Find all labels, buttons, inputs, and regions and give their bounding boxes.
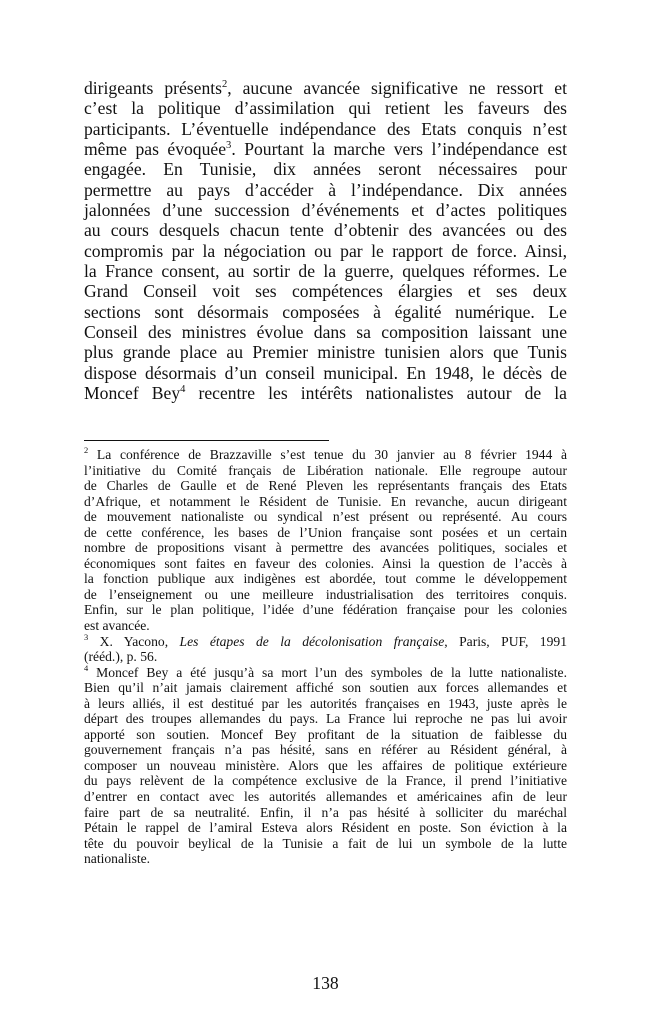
body-line: la France consent, au sortir de la guerre, quelques réformes. Le <box>84 261 567 282</box>
footnote-line: gouvernement français n’a pas hésité, sans en référer au Résident général, à <box>84 742 567 758</box>
text-span: La conférence de Brazzaville s’est tenue du 30 janvier au 8 février 1944 à <box>88 447 567 462</box>
citation-title: Les étapes de la décolonisation française <box>179 633 445 649</box>
text-span: Moncef Bey <box>84 383 181 404</box>
body-line: au cours desquels chacun tente d’obtenir des avancées ou des <box>84 220 567 241</box>
page-number: 138 <box>312 973 339 993</box>
footnote-line: tête du pouvoir beylical de la Tunisie a fait de lui un symbole de la lutte <box>84 835 567 851</box>
citation-author: X. Yacono, <box>88 633 180 649</box>
body-line: engagée. En Tunisie, dix années seront nécessaires pour <box>84 159 567 180</box>
footnote-ref-4[interactable]: 4 <box>180 384 186 396</box>
body-line: plus grande place au Premier ministre tunisien alors que Tunis <box>84 342 567 363</box>
body-line <box>84 139 567 159</box>
footnote-2 <box>84 447 567 634</box>
footnotes <box>84 447 567 867</box>
body-line: jalonnées d’une succession d’événements et d’actes politiques <box>84 200 567 221</box>
footnote-line: à leurs alliés, il est destitué par les autorités françaises en 1943, juste après le <box>84 695 567 711</box>
text-span: même pas évoquée <box>84 139 227 160</box>
footnote-line: apporté son soutien. Moncef Bey profitant de la situation de faiblesse du <box>84 726 567 742</box>
footnote-line: du pays relèvent de la compétence exclusive de la France, il prend l’initiative <box>84 773 567 789</box>
footnote-line: nationaliste. <box>84 851 151 867</box>
footnote-3 <box>84 631 567 665</box>
footnote-line: économiques sont faites en faveur des colonies. Ainsi la question de l’accès à <box>84 555 567 571</box>
body-line: sections sont désormais composées à égalité numérique. Le <box>84 301 567 322</box>
footnote-number: 3 <box>84 631 89 642</box>
footnote-line: de mouvement nationaliste ou syndical n’est présent ou représenté. Au cours <box>84 509 567 525</box>
text-span: Moncef Bey a été jusqu’à sa mort l’un des symboles de la lutte nationaliste. <box>88 664 567 680</box>
footnote-line: Bien qu’il n’ait jamais clairement affiché son soutien aux forces allemandes et <box>84 680 567 696</box>
footnote-line: d’entrer en contact avec les autorités allemandes et américaines afin de leur <box>84 789 567 805</box>
body-line: participants. L’éventuelle indépendance des Etats conquis n’est <box>84 118 567 139</box>
footnote-line: l’initiative du Comité français de Libération nationale. Elle regroupe autour <box>84 462 567 478</box>
main-paragraph <box>84 78 567 404</box>
body-line: permettre au pays d’accéder à l’indépendance. Dix années <box>84 179 567 200</box>
body-line <box>84 383 567 403</box>
footnote-number: 4 <box>84 662 89 673</box>
footnote-line: départ des troupes allemandes du pays. La France lui reproche ne pas lui avoir <box>84 711 567 727</box>
footnote-ref-3[interactable]: 3 <box>226 140 232 152</box>
body-line: dispose désormais d’un conseil municipal. En 1948, le décès de <box>84 362 567 383</box>
text-span: . Pourtant la marche vers l’indépendance est <box>231 139 567 160</box>
footnote-line: d’Afrique, et notamment le Résident de Tunisie. En revanche, aucun dirigeant <box>84 493 567 509</box>
footnote-line: de Charles de Gaulle et de René Pleven les représentants français des Etats <box>84 478 567 494</box>
body-line: c’est la politique d’assimilation qui retient les faveurs des <box>84 98 567 119</box>
footnote-line: Pétain le rappel de l’amiral Esteva alors Résident en poste. Son éviction à la <box>84 820 567 836</box>
footnote-line: est avancée. <box>84 618 150 634</box>
text-span: dirigeants présents <box>84 78 222 98</box>
footnote-separator <box>84 440 329 441</box>
body-line: Conseil des ministres évolue dans sa composition laissant une <box>84 322 567 343</box>
footnote-4 <box>84 662 567 867</box>
footnote-number: 2 <box>84 445 89 456</box>
footnote-line: la fonction publique aux indigènes est abordée, tout comme le développement <box>84 571 567 587</box>
body-line <box>84 78 567 98</box>
body-line: compromis par la négociation ou par le rapport de force. Ainsi, <box>84 240 567 261</box>
text-span: , aucune avancée significative ne ressort et <box>227 78 567 98</box>
footnote-line: faire part de sa neutralité. Enfin, il n’a pas hésité à solliciter du maréchal <box>84 804 567 820</box>
footnote-line: composer un nouveau ministère. Alors que les affaires de politique extérieure <box>84 757 567 773</box>
footnote-line <box>84 662 567 681</box>
footnote-line: Enfin, sur le plan politique, l’idée d’une fédération française pour les colonies <box>84 602 567 618</box>
footnote-line: nombre de propositions visant à permettre des avancées politiques, sociales et <box>84 540 567 556</box>
footnote-line <box>84 631 567 650</box>
footnote-line <box>84 447 567 463</box>
text-span: recentre les intérêts nationalistes autour de la <box>185 383 567 404</box>
body-line: Grand Conseil voit ses compétences élargies et ses deux <box>84 281 567 302</box>
footnote-ref-2[interactable]: 2 <box>221 79 228 91</box>
footnote-line: de cette conférence, les bases de l’Union française sont posées et un certain <box>84 524 567 540</box>
footnote-line: de l’enseignement ou une meilleure industrialisation des territoires conquis. <box>84 586 567 602</box>
citation-publisher: , Paris, PUF, 1991 <box>444 633 567 649</box>
footnote-line: (rééd.), p. 56. <box>84 649 158 665</box>
